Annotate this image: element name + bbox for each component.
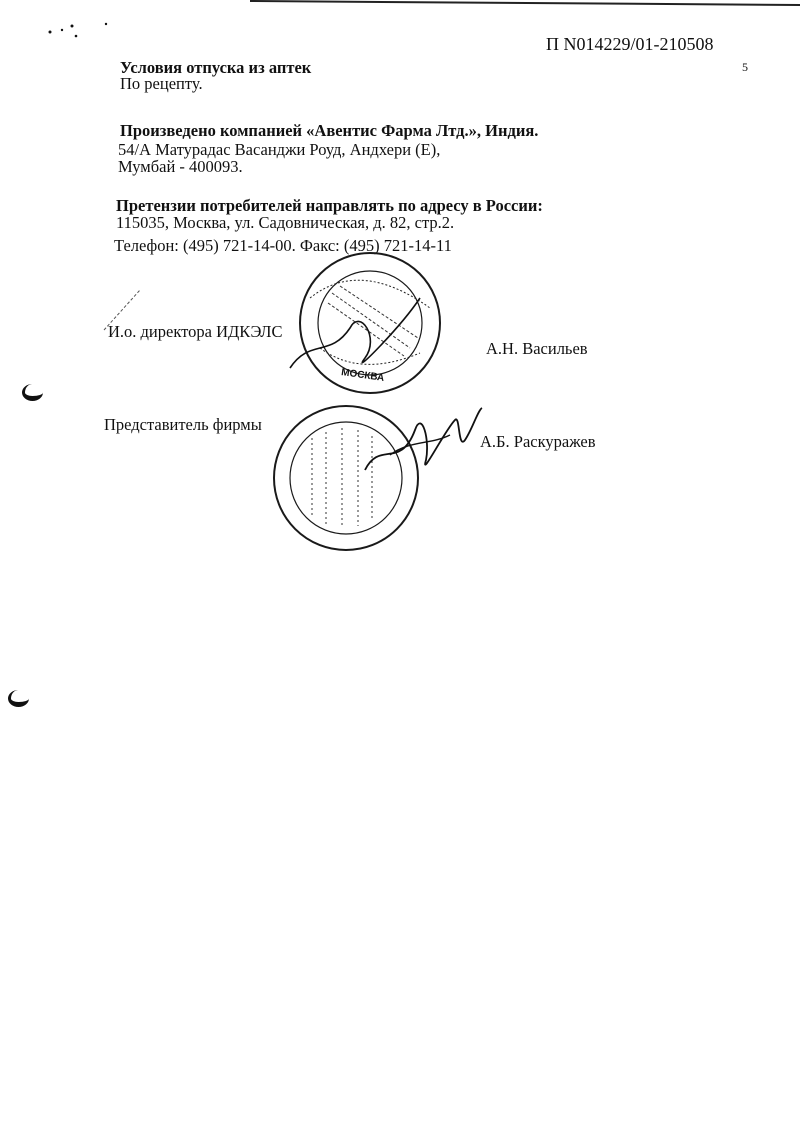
scan-specks bbox=[40, 14, 120, 44]
manufacturer-heading: Произведено компанией «Авентис Фарма Лтд.», Индия. bbox=[120, 121, 539, 140]
page-number: 5 bbox=[742, 60, 748, 74]
dispensing-value: По рецепту. bbox=[120, 74, 203, 93]
scan-edge-line bbox=[250, 0, 800, 8]
seal-1-city: МОСКВА bbox=[340, 367, 385, 384]
claims-heading: Претензии потребителей направлять по адресу в России: bbox=[116, 196, 543, 215]
manufacturer-address-1: 54/А Матурадас Васанджи Роуд, Андхери (Е), bbox=[118, 140, 441, 159]
claims-phone: Телефон: (495) 721-14-00. Факс: (495) 721-14-11 bbox=[114, 236, 452, 255]
manufacturer-address-2: Мумбай - 400093. bbox=[118, 157, 243, 176]
punch-hole-mark bbox=[8, 690, 29, 707]
representative-signature bbox=[360, 400, 490, 490]
representative-title: Представитель фирмы bbox=[104, 415, 262, 434]
dispensing-heading: Условия отпуска из аптек bbox=[120, 58, 312, 77]
director-name: А.Н. Васильев bbox=[486, 339, 588, 358]
registration-number: П N014229/01-210508 bbox=[546, 34, 714, 54]
punch-hole-mark bbox=[22, 384, 43, 401]
representative-name: А.Б. Раскуражев bbox=[480, 432, 596, 451]
director-title: И.о. директора ИДКЭЛС bbox=[108, 322, 283, 341]
seal-stamp-1 bbox=[280, 238, 460, 408]
claims-address: 115035, Москва, ул. Садовническая, д. 82, стр.2. bbox=[116, 213, 455, 232]
pen-mark bbox=[100, 285, 150, 335]
